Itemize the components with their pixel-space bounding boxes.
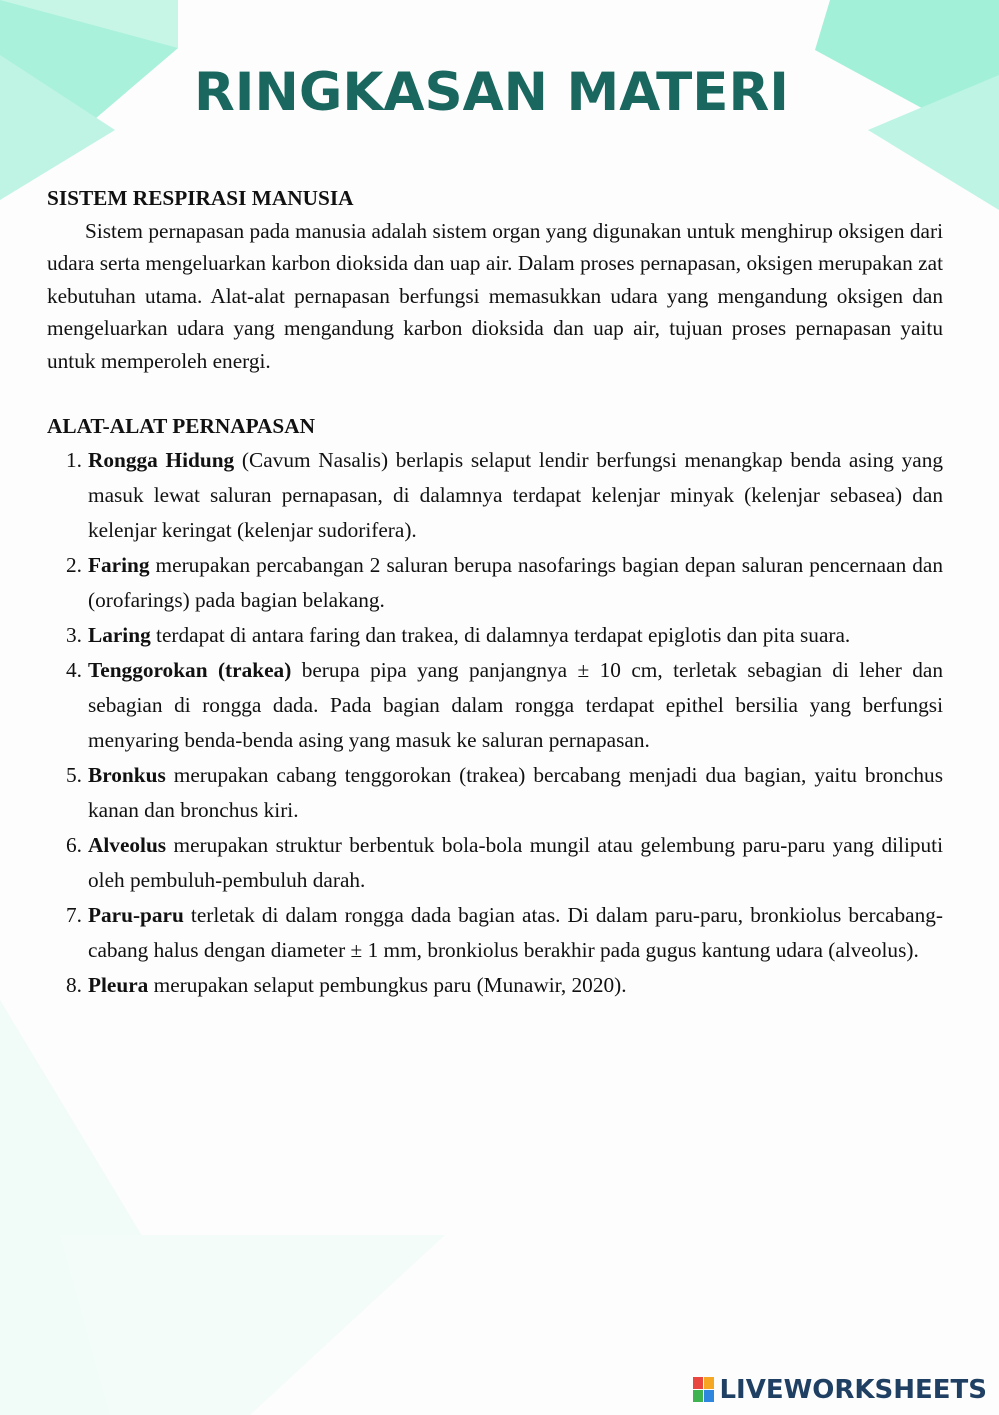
- logo-text: LIVEWORKSHEETS: [719, 1375, 987, 1405]
- list-number: 8.: [66, 972, 82, 997]
- list-item: [47, 653, 943, 758]
- list-number: 1.: [66, 447, 82, 472]
- list-item: [47, 618, 943, 653]
- list-term: Faring: [88, 552, 150, 577]
- list-number: 7.: [66, 902, 82, 927]
- list-number: 2.: [66, 552, 82, 577]
- list-item: [47, 548, 943, 618]
- list-text: terdapat di antara faring dan trakea, di dalamnya terdapat epiglotis dan pita suara.: [150, 622, 851, 647]
- organ-list: [47, 443, 943, 1003]
- section-heading-organs: ALAT-ALAT PERNAPASAN: [47, 414, 316, 438]
- list-text: merupakan selaput pembungkus paru (Munawir, 2020).: [148, 972, 627, 997]
- list-text: berupa pipa yang panjangnya ± 10 cm, terletak sebagian di leher dan sebagian di rongga dada. Pada bagian dalam rongga terdapat epithel bersilia yang berfungsi menyaring benda-benda asing yang masuk ke saluran pernapasan.: [88, 657, 944, 752]
- section-heading-respiration: SISTEM RESPIRASI MANUSIA: [47, 186, 354, 210]
- list-number: 6.: [66, 832, 82, 857]
- list-item: [47, 898, 943, 968]
- list-term: Laring: [88, 622, 151, 647]
- list-text: merupakan struktur berbentuk bola-bola mungil atau gelembung paru-paru yang diliputi oleh pembuluh-pembuluh darah.: [88, 832, 943, 892]
- content: [47, 182, 943, 1003]
- list-number: 3.: [66, 622, 82, 647]
- list-term: Tenggorokan (trakea): [88, 657, 292, 682]
- list-text: merupakan cabang tenggorokan (trakea) bercabang menjadi dua bagian, yaitu bronchus kanan dan bronchus kiri.: [88, 762, 943, 822]
- liveworksheets-logo[interactable]: [693, 1373, 987, 1407]
- intro-paragraph: Sistem pernapasan pada manusia adalah sistem organ yang digunakan untuk menghirup oksigen dari udara serta mengeluarkan karbon dioksida dan uap air. Dalam proses pernapasan, oksigen merupakan zat kebutuhan utama. Alat-alat pernapasan berfungsi memasukkan udara yang mengandung oksigen dan mengeluarkan udara yang mengandung karbon dioksida dan uap air, tujuan proses pernapasan yaitu untuk memperoleh energi.: [47, 218, 943, 373]
- list-term: Bronkus: [88, 762, 166, 787]
- list-number: 4.: [66, 657, 82, 682]
- list-term: Pleura: [88, 972, 149, 997]
- list-term: Alveolus: [88, 832, 167, 857]
- page-title: RINGKASAN MATERI: [193, 62, 789, 123]
- liveworksheets-logo-icon: [693, 1377, 715, 1403]
- bottom-triangle-faint: [60, 1235, 445, 1415]
- list-item: [47, 968, 943, 1003]
- list-text: (Cavum Nasalis) berlapis selaput lendir berfungsi menangkap benda asing yang masuk lewat saluran pernapasan, di dalamnya terdapat kelenjar minyak (kelenjar sebasea) dan kelenjar keringat (kelenjar sudorifera).: [88, 447, 943, 542]
- list-text: terletak di dalam rongga dada bagian atas. Di dalam paru-paru, bronkiolus bercabang-cabang halus dengan diameter ± 1 mm, bronkiolus berakhir pada gugus kantung udara (alveolus).: [88, 902, 943, 962]
- list-term: Rongga Hidung: [88, 447, 235, 472]
- section-gap: [47, 377, 943, 410]
- list-text: merupakan percabangan 2 saluran berupa nasofarings bagian depan saluran pencernaan dan (orofarings) pada bagian belakang.: [88, 552, 943, 612]
- list-item: [47, 443, 943, 548]
- list-number: 5.: [66, 762, 82, 787]
- list-item: [47, 758, 943, 828]
- list-term: Paru-paru: [88, 902, 184, 927]
- list-item: [47, 828, 943, 898]
